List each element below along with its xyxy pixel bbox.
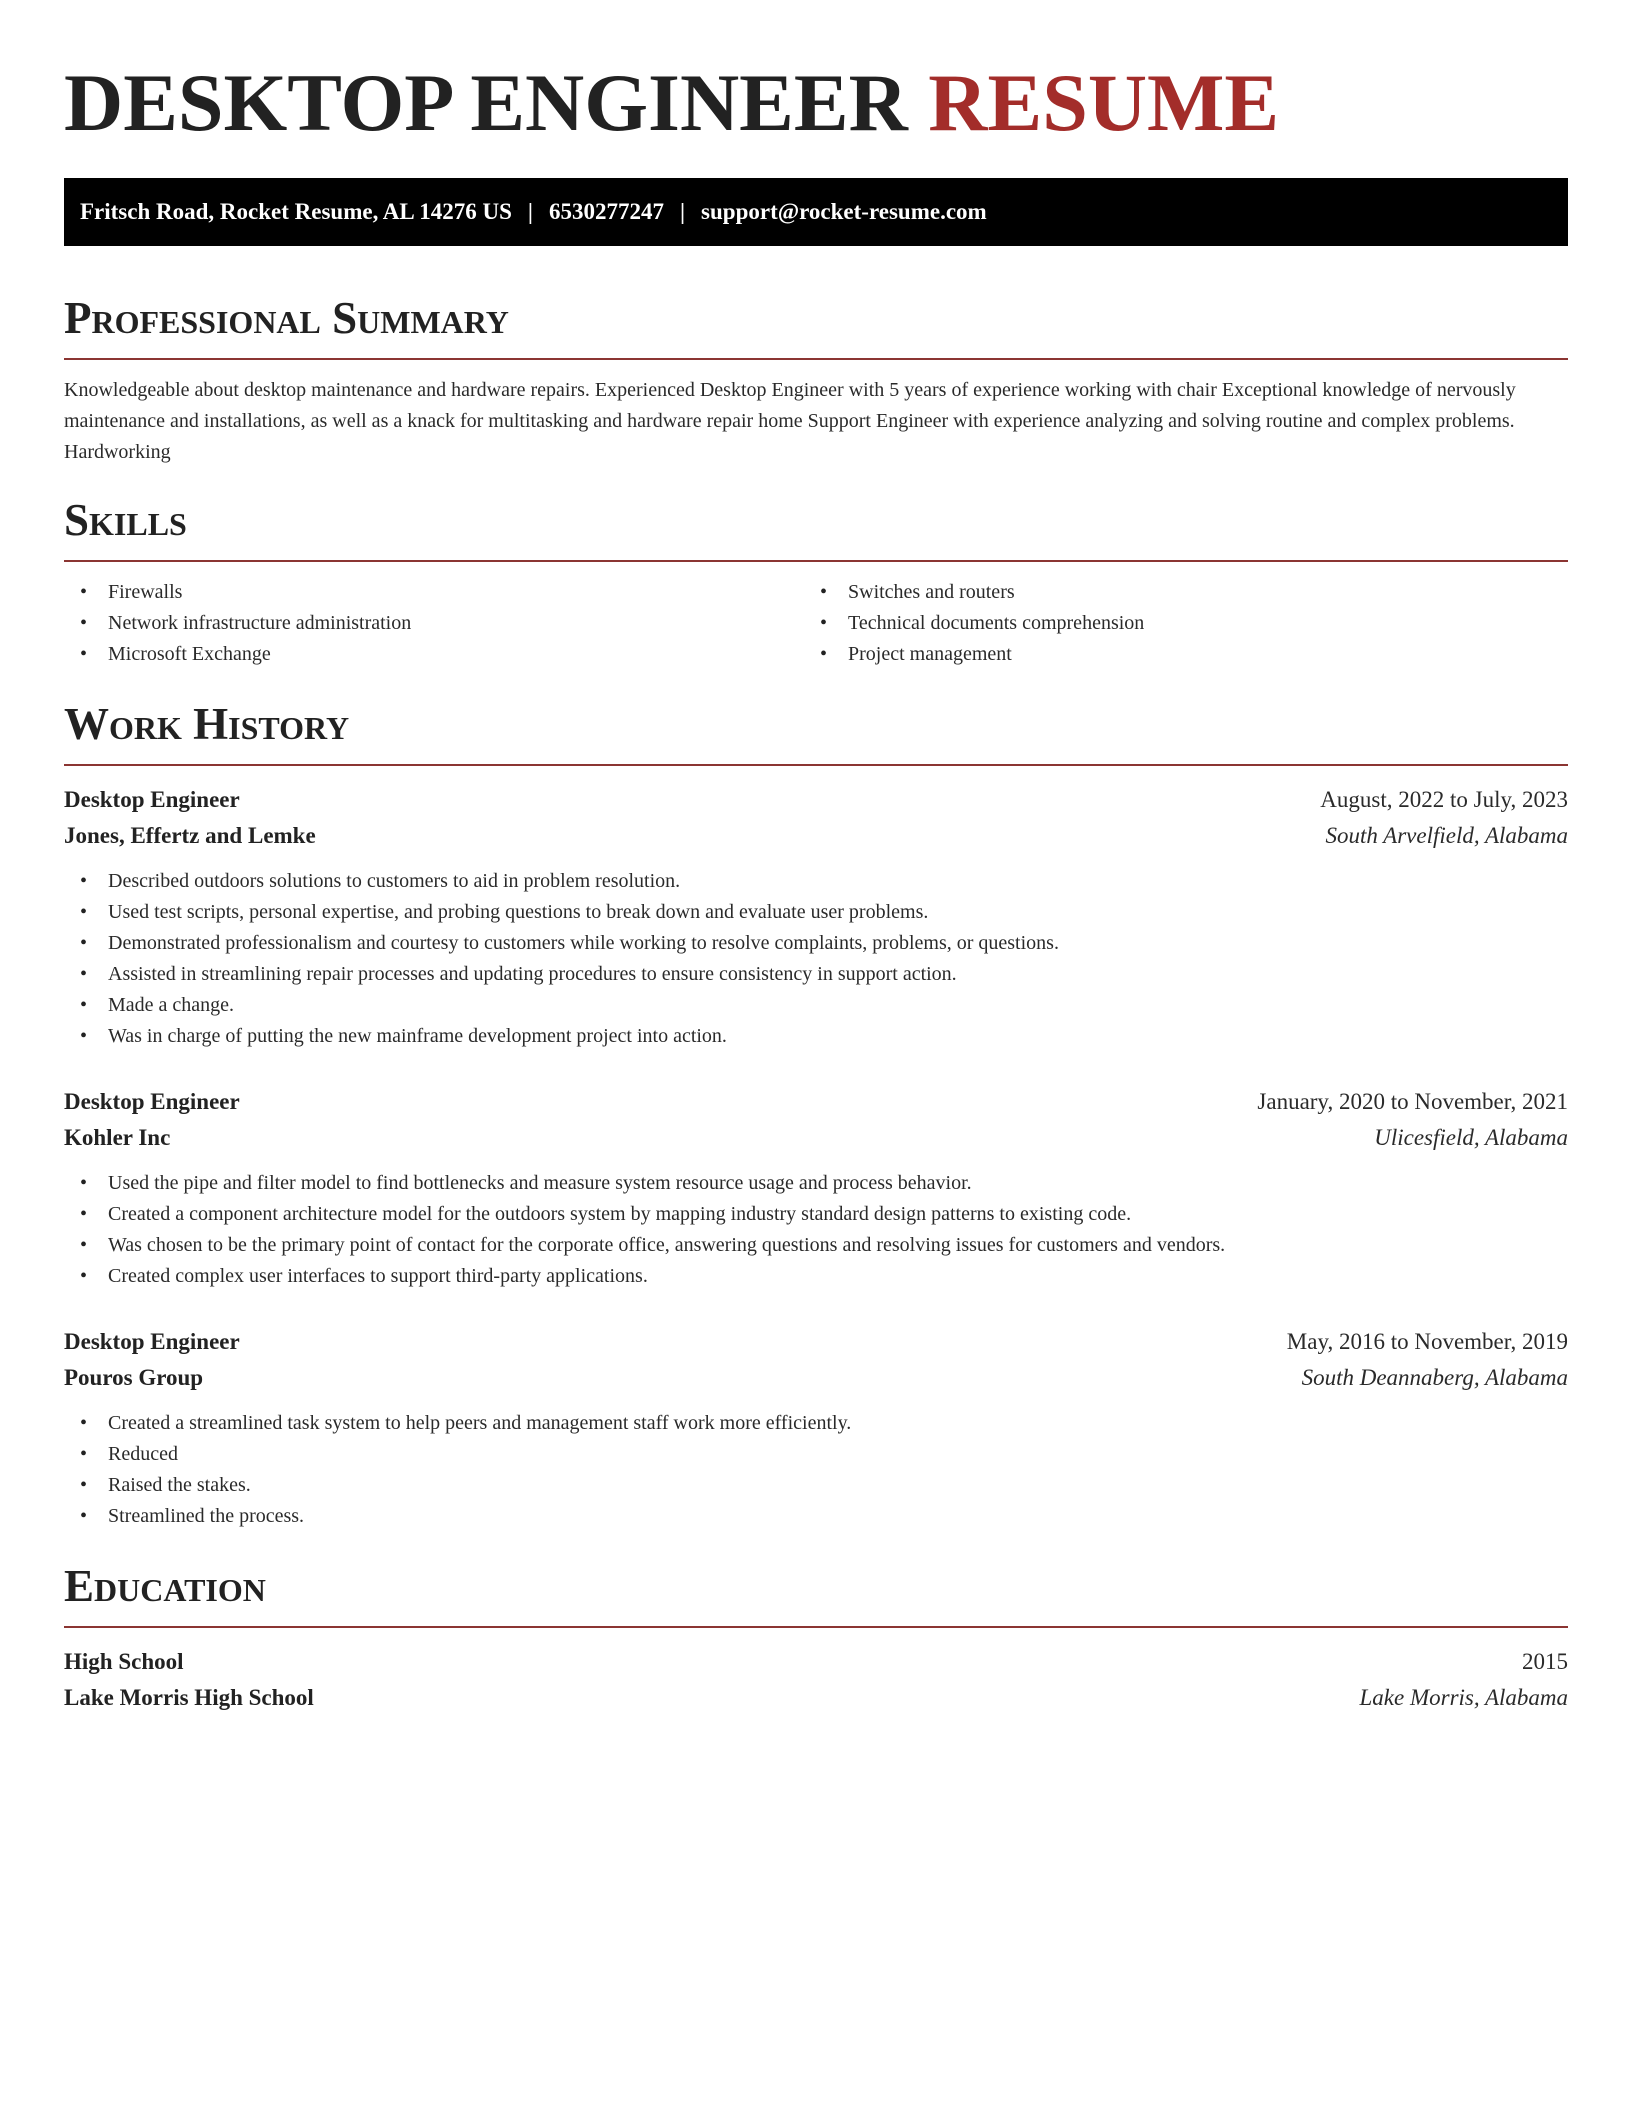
education-heading: Education (64, 1560, 1568, 1628)
job-bullet: • Described outdoors solutions to customers to aid in problem resolution. (64, 866, 1568, 897)
job-company: Pouros Group (64, 1365, 204, 1390)
job-title-row (64, 782, 1568, 818)
summary-text: Knowledgeable about desktop maintenance and hardware repairs. Experienced Desktop Engineer with 5 years of experience working with chair Exceptional knowledge of nervously maintenance and installations, as well as a knack for multitasking and hardware repair home Support Engineer with experience analyzing and solving routine and complex problems. Hardworking (64, 379, 1516, 463)
skills-column-left (64, 577, 804, 670)
skill-item: • Switches and routers (804, 577, 1544, 608)
job-bullet: • Created a component architecture model for the outdoors system by mapping industry standard design patterns to existing code. (64, 1199, 1568, 1230)
skill-item: • Microsoft Exchange (64, 639, 804, 670)
job-entry (64, 1324, 1568, 1532)
job-bullet: • Streamlined the process. (64, 1501, 1568, 1532)
job-bullet: • Was chosen to be the primary point of contact for the corporate office, answering questions and resolving issues for customers and vendors. (64, 1230, 1568, 1261)
job-bullets (64, 1168, 1568, 1292)
contact-address: Fritsch Road, Rocket Resume, AL 14276 US (80, 199, 512, 224)
job-bullet: • Created a streamlined task system to help peers and management staff work more efficiently. (64, 1408, 1568, 1439)
education-school: Lake Morris High School (64, 1685, 314, 1710)
job-company-row (64, 1120, 1568, 1156)
job-bullet: • Was in charge of putting the new mainframe development project into action. (64, 1021, 1568, 1052)
skills-list (64, 577, 1568, 670)
resume-page (64, 56, 1568, 1716)
job-location: Ulicesfield, Alabama (1374, 1125, 1568, 1150)
job-bullet: • Raised the stakes. (64, 1470, 1568, 1501)
skill-item: • Project management (804, 639, 1544, 670)
skill-item: • Network infrastructure administration (64, 608, 804, 639)
education-degree: High School (64, 1649, 184, 1674)
job-title: Desktop Engineer (64, 1089, 240, 1114)
resume-title (64, 56, 1568, 150)
skills-column-right (804, 577, 1544, 670)
job-dates: January, 2020 to November, 2021 (1257, 1089, 1568, 1114)
contact-separator: | (527, 199, 533, 224)
job-bullet: • Made a change. (64, 990, 1568, 1021)
job-company-row (64, 1360, 1568, 1396)
job-location: South Arvelfield, Alabama (1325, 823, 1568, 848)
job-bullet: • Used test scripts, personal expertise, and probing questions to break down and evaluate user problems. (64, 897, 1568, 928)
education-school-row (64, 1680, 1568, 1716)
job-bullets (64, 866, 1568, 1052)
job-title-row (64, 1084, 1568, 1120)
job-entry (64, 1084, 1568, 1292)
job-dates: May, 2016 to November, 2019 (1286, 1329, 1568, 1354)
job-dates: August, 2022 to July, 2023 (1320, 787, 1568, 812)
education-year: 2015 (1522, 1649, 1568, 1674)
job-bullet: • Assisted in streamlining repair processes and updating procedures to ensure consistency in support action. (64, 959, 1568, 990)
job-bullet: • Demonstrated professionalism and courtesy to customers while working to resolve complaints, problems, or questions. (64, 928, 1568, 959)
title-accent: RESUME (928, 57, 1280, 148)
contact-bar (64, 178, 1568, 246)
skills-heading: Skills (64, 494, 1568, 562)
job-company-row (64, 818, 1568, 854)
work-history-heading: Work History (64, 698, 1568, 766)
job-location: South Deannaberg, Alabama (1301, 1365, 1568, 1390)
job-company: Kohler Inc (64, 1125, 171, 1150)
education-location: Lake Morris, Alabama (1359, 1685, 1568, 1710)
contact-phone: 6530277247 (548, 199, 664, 224)
job-entry (64, 782, 1568, 1052)
education-degree-row (64, 1644, 1568, 1680)
education-entry (64, 1644, 1568, 1716)
skill-item: • Technical documents comprehension (804, 608, 1544, 639)
job-bullet: • Used the pipe and filter model to find bottlenecks and measure system resource usage and process behavior. (64, 1168, 1568, 1199)
skill-item: • Firewalls (64, 577, 804, 608)
job-bullet: • Created complex user interfaces to support third-party applications. (64, 1261, 1568, 1292)
summary-heading: Professional Summary (64, 292, 1568, 360)
job-bullet: • Reduced (64, 1439, 1568, 1470)
title-main: DESKTOP ENGINEER (64, 57, 908, 148)
job-title: Desktop Engineer (64, 1329, 240, 1354)
job-bullets (64, 1408, 1568, 1532)
job-title-row (64, 1324, 1568, 1360)
contact-email: support@rocket-resume.com (701, 199, 987, 224)
job-title: Desktop Engineer (64, 787, 240, 812)
job-company: Jones, Effertz and Lemke (64, 823, 316, 848)
contact-separator: | (679, 199, 686, 224)
